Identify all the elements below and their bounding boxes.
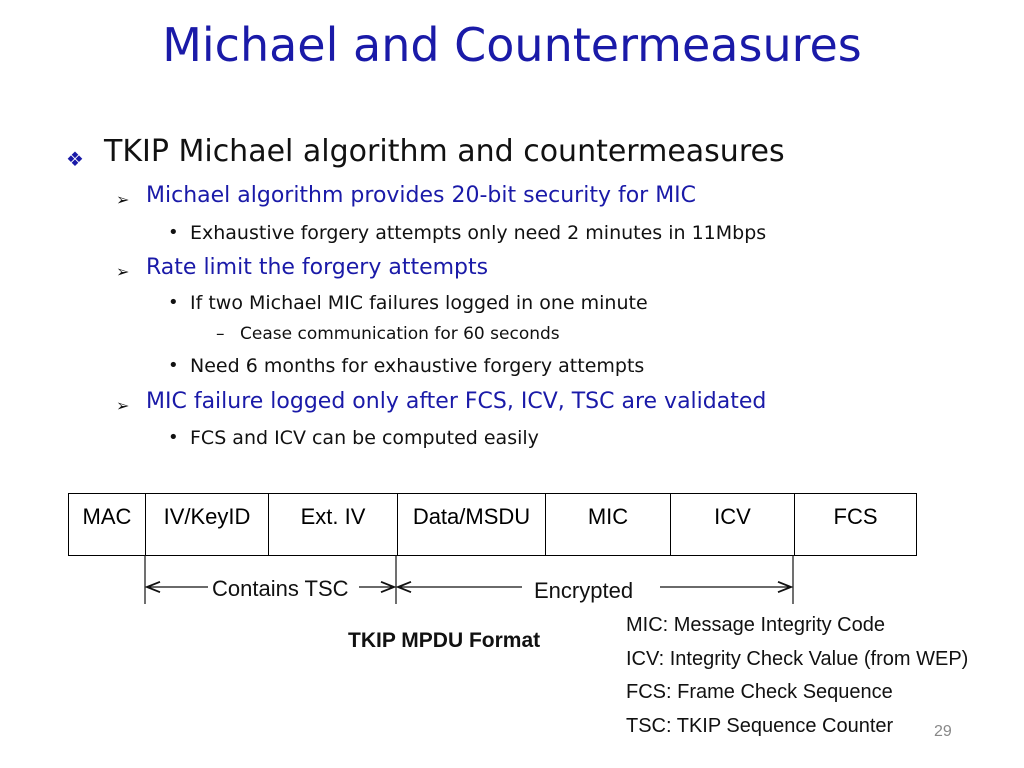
bullet-main: TKIP Michael algorithm and countermeasures [104, 134, 785, 169]
dash-bullet-icon: – [216, 324, 225, 344]
arrow-bullet-icon: ➢ [116, 262, 130, 281]
bullet-sub2-1-1: Cease communication for 60 seconds [240, 324, 560, 344]
bullet-sub1: Michael algorithm provides 20-bit security for MIC [146, 183, 697, 208]
diamond-bullet-icon: ❖ [66, 147, 84, 171]
mpdu-caption: TKIP MPDU Format [348, 629, 541, 652]
legend-item-mic: MIC: Message Integrity Code [626, 614, 885, 636]
acronym-legend [626, 612, 968, 746]
contains-tsc-label: Contains TSC [212, 576, 349, 601]
encrypted-label: Encrypted [534, 578, 634, 603]
slide-title: Michael and Countermeasures [162, 18, 862, 72]
bullet-sub1-1: Exhaustive forgery attempts only need 2 minutes in 11Mbps [190, 222, 767, 244]
mpdu-field-ext-iv: Ext. IV [269, 494, 398, 556]
page-number: 29 [934, 723, 952, 740]
arrow-bullet-icon: ➢ [116, 190, 130, 209]
bullet-sub3: MIC failure logged only after FCS, ICV, TSC are validated [146, 389, 767, 414]
bullet-sub2-1: If two Michael MIC failures logged in one minute [190, 292, 648, 314]
mpdu-field-mac: MAC [69, 494, 146, 556]
dot-bullet-icon: • [168, 222, 179, 243]
bullet-sub2-2: Need 6 months for exhaustive forgery attempts [190, 355, 645, 377]
bullet-sub2: Rate limit the forgery attempts [146, 255, 489, 280]
bullet-sub3-1: FCS and ICV can be computed easily [190, 427, 539, 449]
mpdu-field-data-msdu: Data/MSDU [398, 494, 546, 556]
mpdu-field-icv: ICV [671, 494, 795, 556]
dot-bullet-icon: • [168, 355, 179, 376]
arrow-bullet-icon: ➢ [116, 396, 130, 415]
legend-item-fcs: FCS: Frame Check Sequence [626, 681, 893, 703]
dot-bullet-icon: • [168, 427, 179, 448]
mpdu-field-fcs: FCS [795, 494, 917, 556]
legend-item-icv: ICV: Integrity Check Value (from WEP) [626, 647, 969, 670]
mpdu-field-mic: MIC [546, 494, 671, 556]
mpdu-field-iv-keyid: IV/KeyID [146, 494, 269, 556]
dot-bullet-icon: • [168, 292, 179, 313]
legend-item-tsc: TSC: TKIP Sequence Counter [626, 714, 894, 737]
